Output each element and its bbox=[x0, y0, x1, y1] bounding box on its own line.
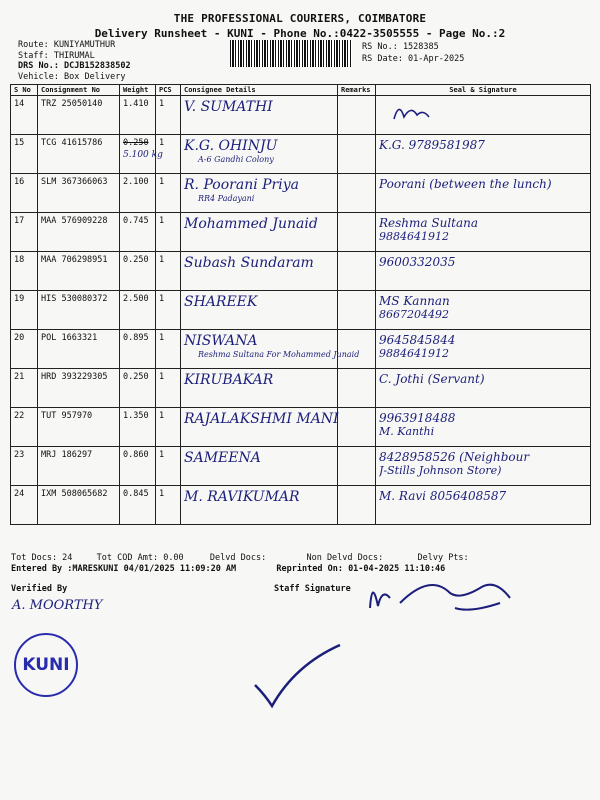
seal-note: 9884641912 bbox=[379, 347, 449, 360]
row-weight: 0.745 bbox=[120, 213, 156, 252]
row-seal-signature bbox=[376, 369, 591, 408]
row-consignment: TCG 41615786 bbox=[38, 135, 120, 174]
row-consignment: HIS 530080372 bbox=[38, 291, 120, 330]
table-row bbox=[11, 96, 591, 135]
table-row bbox=[11, 174, 591, 213]
staff-signature-scribble bbox=[360, 568, 560, 618]
row-consignment: POL 1663321 bbox=[38, 330, 120, 369]
consignee-name: SAMEENA bbox=[184, 450, 261, 466]
row-pcs: 1 bbox=[156, 252, 181, 291]
col-sno: S No bbox=[11, 85, 38, 96]
company-title: THE PROFESSIONAL COURIERS, COIMBATORE bbox=[173, 12, 427, 25]
row-remarks bbox=[338, 96, 376, 135]
row-seal-signature bbox=[376, 291, 591, 330]
row-consignee bbox=[181, 291, 338, 330]
seal-note: 9884641912 bbox=[379, 230, 449, 243]
row-pcs: 1 bbox=[156, 486, 181, 525]
runsheet-table bbox=[10, 84, 591, 525]
row-remarks bbox=[338, 252, 376, 291]
verified-by-label: Verified By bbox=[11, 584, 68, 594]
route-text: Route: KUNIYAMUTHUR bbox=[18, 40, 116, 50]
checkmark-icon bbox=[250, 640, 350, 710]
consignee-name: M. RAVIKUMAR bbox=[184, 489, 300, 505]
row-remarks bbox=[338, 330, 376, 369]
consignee-name: Mohammed Junaid bbox=[184, 216, 318, 232]
weight-value: 0.250 bbox=[123, 138, 149, 148]
seal-text: K.G. 9789581987 bbox=[379, 138, 485, 152]
row-sno: 18 bbox=[11, 252, 38, 291]
row-pcs: 1 bbox=[156, 408, 181, 447]
consignee-name: KIRUBAKAR bbox=[184, 372, 274, 388]
consignee-note: Reshma Sultana For Mohammed Junaid bbox=[198, 350, 360, 359]
row-consignee bbox=[181, 408, 338, 447]
row-seal-signature bbox=[376, 96, 591, 135]
row-remarks bbox=[338, 213, 376, 252]
row-sno: 14 bbox=[11, 96, 38, 135]
row-pcs: 1 bbox=[156, 135, 181, 174]
weight-note: 5.100 kg bbox=[123, 150, 163, 160]
row-consignee bbox=[181, 252, 338, 291]
seal-text: C. Jothi (Servant) bbox=[379, 372, 485, 386]
row-remarks bbox=[338, 291, 376, 330]
seal-note: M. Kanthi bbox=[379, 425, 435, 438]
row-consignment: TRZ 25050140 bbox=[38, 96, 120, 135]
verifier-signature: A. MOORTHY bbox=[12, 598, 103, 613]
vehicle-text: Vehicle: Box Delivery bbox=[18, 71, 126, 82]
row-remarks bbox=[338, 408, 376, 447]
row-sno: 15 bbox=[11, 135, 38, 174]
staff-signature-label: Staff Signature bbox=[274, 584, 351, 594]
row-pcs: 1 bbox=[156, 369, 181, 408]
col-remarks: Remarks bbox=[338, 85, 376, 96]
row-sno: 17 bbox=[11, 213, 38, 252]
seal-note: 8667204492 bbox=[379, 308, 449, 321]
signature-scribble bbox=[379, 99, 439, 127]
row-sno: 23 bbox=[11, 447, 38, 486]
delvd-docs: Delvd Docs: bbox=[209, 553, 267, 563]
delvy-pts: Delvy Pts: bbox=[417, 553, 469, 563]
drs-text: DRS No.: DCJB152838502 bbox=[18, 61, 131, 71]
row-consignee bbox=[181, 213, 338, 252]
row-consignee bbox=[181, 369, 338, 408]
table-row bbox=[11, 447, 591, 486]
row-weight: 2.100 bbox=[120, 174, 156, 213]
seal-text: Reshma Sultana bbox=[379, 216, 479, 230]
seal-text: Poorani (between the lunch) bbox=[379, 177, 552, 191]
consignee-note: RR4 Padayani bbox=[198, 194, 255, 203]
row-weight: 2.500 bbox=[120, 291, 156, 330]
row-seal-signature bbox=[376, 447, 591, 486]
seal-text: 9963918488 bbox=[379, 411, 456, 425]
row-consignee bbox=[181, 486, 338, 525]
row-consignment: MAA 576909228 bbox=[38, 213, 120, 252]
row-weight: 1.350 bbox=[120, 408, 156, 447]
row-consignee bbox=[181, 174, 338, 213]
row-remarks bbox=[338, 486, 376, 525]
table-row bbox=[11, 486, 591, 525]
table-header bbox=[11, 85, 591, 96]
row-sno: 20 bbox=[11, 330, 38, 369]
seal-note: J-Stills Johnson Store) bbox=[379, 464, 502, 477]
runsheet-subtitle: Delivery Runsheet - KUNI - Phone No.:0422-3505555 - Page No.:2 bbox=[94, 27, 506, 40]
row-seal-signature bbox=[376, 330, 591, 369]
row-remarks bbox=[338, 447, 376, 486]
row-pcs: 1 bbox=[156, 174, 181, 213]
row-sno: 19 bbox=[11, 291, 38, 330]
row-seal-signature bbox=[376, 486, 591, 525]
row-seal-signature bbox=[376, 213, 591, 252]
staff-text: Staff: THIRUMAL bbox=[18, 50, 95, 61]
row-seal-signature bbox=[376, 252, 591, 291]
row-sno: 24 bbox=[11, 486, 38, 525]
table-row bbox=[11, 369, 591, 408]
row-pcs: 1 bbox=[156, 447, 181, 486]
row-weight: 0.895 bbox=[120, 330, 156, 369]
reprinted-on: Reprinted On: 01-04-2025 11:10:46 bbox=[276, 564, 446, 574]
table-row bbox=[11, 213, 591, 252]
row-pcs: 1 bbox=[156, 213, 181, 252]
row-remarks bbox=[338, 174, 376, 213]
row-consignment: TUT 957970 bbox=[38, 408, 120, 447]
tot-docs: Tot Docs: 24 bbox=[11, 553, 73, 563]
col-weight: Weight bbox=[120, 85, 156, 96]
consignee-note: A-6 Gandhi Colony bbox=[198, 155, 274, 164]
row-seal-signature bbox=[376, 135, 591, 174]
seal-text: 9600332035 bbox=[379, 255, 456, 269]
row-weight: 0.860 bbox=[120, 447, 156, 486]
row-weight: 0.845 bbox=[120, 486, 156, 525]
consignee-name: K.G. OHINJU bbox=[184, 138, 278, 154]
row-sno: 21 bbox=[11, 369, 38, 408]
row-consignment: MRJ 186297 bbox=[38, 447, 120, 486]
kuni-stamp: KUNI bbox=[14, 633, 78, 697]
totals-line bbox=[11, 553, 469, 564]
rs-date: RS Date: 01-Apr-2025 bbox=[362, 54, 465, 64]
col-consignee: Consignee Details bbox=[181, 85, 338, 96]
row-pcs: 1 bbox=[156, 96, 181, 135]
row-consignment: HRD 393229305 bbox=[38, 369, 120, 408]
col-seal: Seal & Signature bbox=[376, 85, 591, 96]
meta-block bbox=[18, 40, 131, 82]
non-delvd-docs: Non Delvd Docs: bbox=[306, 553, 384, 563]
entered-by: Entered By :MARESKUNI 04/01/2025 11:09:20 AM bbox=[11, 564, 237, 574]
barcode bbox=[230, 40, 352, 67]
consignee-name: RAJALAKSHMI MANI bbox=[184, 411, 339, 427]
row-weight: 1.410 bbox=[120, 96, 156, 135]
rs-block bbox=[362, 41, 464, 65]
row-consignee bbox=[181, 96, 338, 135]
row-consignee bbox=[181, 447, 338, 486]
row-weight: 0.250 bbox=[120, 252, 156, 291]
consignee-name: SHAREEK bbox=[184, 294, 258, 310]
row-remarks bbox=[338, 369, 376, 408]
tot-cod: Tot COD Amt: 0.00 bbox=[96, 553, 184, 563]
row-sno: 16 bbox=[11, 174, 38, 213]
row-seal-signature bbox=[376, 408, 591, 447]
table-row bbox=[11, 408, 591, 447]
row-consignee bbox=[181, 135, 338, 174]
rs-no: RS No.: 1528385 bbox=[362, 42, 439, 52]
row-pcs: 1 bbox=[156, 291, 181, 330]
table-row bbox=[11, 252, 591, 291]
row-consignment: MAA 706298951 bbox=[38, 252, 120, 291]
seal-text: 8428958526 (Neighbour bbox=[379, 450, 530, 464]
table-row bbox=[11, 330, 591, 369]
row-weight: 0.250 bbox=[120, 369, 156, 408]
consignee-name: V. SUMATHI bbox=[184, 99, 273, 115]
table-row bbox=[11, 135, 591, 174]
consignee-name: NISWANA bbox=[184, 333, 258, 349]
row-sno: 22 bbox=[11, 408, 38, 447]
row-pcs: 1 bbox=[156, 330, 181, 369]
col-pcs: PCS bbox=[156, 85, 181, 96]
row-remarks bbox=[338, 135, 376, 174]
col-consignment: Consignment No bbox=[38, 85, 120, 96]
seal-text: 9645845844 bbox=[379, 333, 456, 347]
row-weight bbox=[120, 135, 163, 174]
seal-text: MS Kannan bbox=[379, 294, 450, 308]
row-seal-signature bbox=[376, 174, 591, 213]
row-consignee bbox=[181, 330, 360, 369]
seal-text: M. Ravi 8056408587 bbox=[379, 489, 507, 503]
consignee-name: R. Poorani Priya bbox=[184, 177, 299, 193]
consignee-name: Subash Sundaram bbox=[184, 255, 314, 271]
table-row bbox=[11, 291, 591, 330]
row-consignment: IXM 508065682 bbox=[38, 486, 120, 525]
row-consignment: SLM 367366063 bbox=[38, 174, 120, 213]
